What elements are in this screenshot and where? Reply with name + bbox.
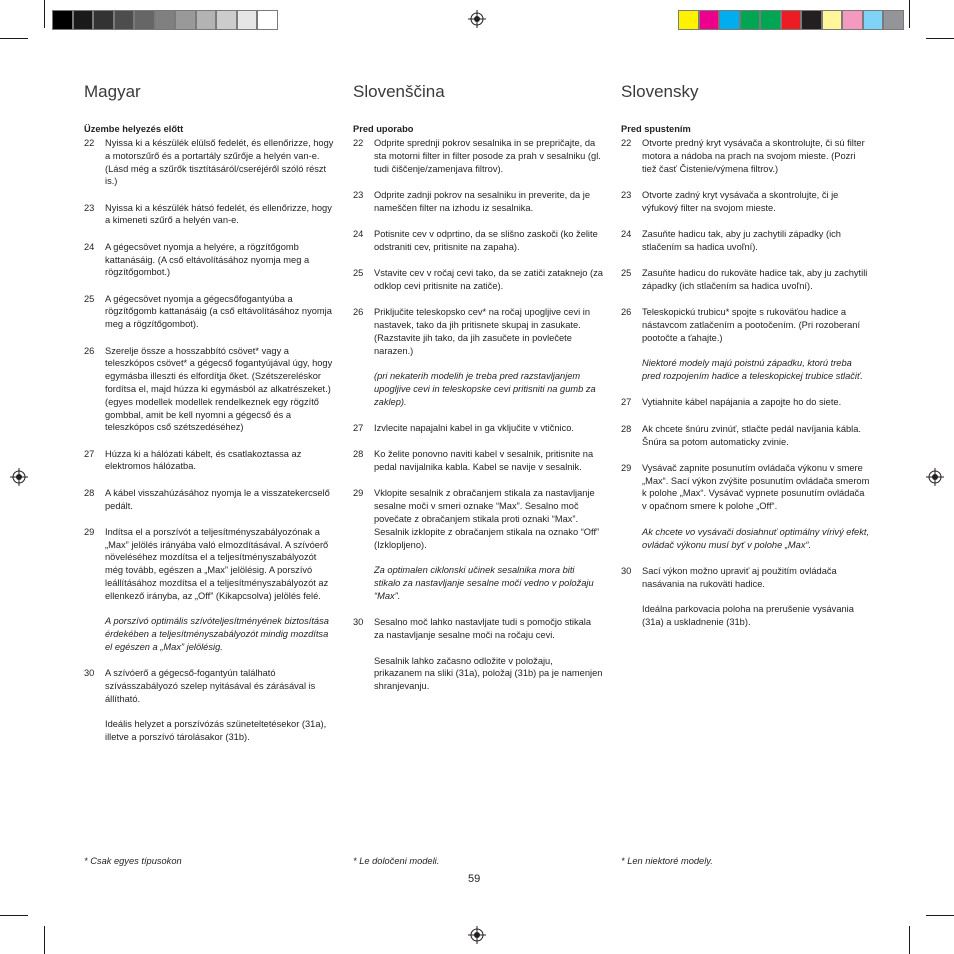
- step-number: 27: [621, 397, 632, 408]
- instruction-item: [353, 487, 603, 602]
- color-swatch: [93, 10, 114, 30]
- color-swatch: [237, 10, 258, 30]
- instruction-item: [84, 448, 334, 474]
- footnote: * Csak egyes típusokon: [84, 856, 182, 866]
- color-swatch: [842, 10, 863, 30]
- color-swatch: [781, 10, 802, 30]
- step-text: Zasuňte hadicu do rukoväte hadice tak, aby ju zachytili západky (ich stlačením sa hadica uvoľní).: [642, 268, 868, 291]
- color-swatch: [175, 10, 196, 30]
- step-text: Ak chcete šnúru zvinúť, stlačte pedál navíjania kábla. Šnúra sa potom automaticky zvinie.: [642, 423, 861, 447]
- instruction-item: [353, 422, 603, 435]
- step-text: Szerelje össze a hosszabbító csövet* vagy a teleszkópos csövet* a gégecső fogantyújával úgy, hogy egymásba illeszti és elfordítja őket. (Szétszereléskor fordítsa el, majd húzza ki egymásból az alkatrészeket.) (egyes modellek modellek rendelkeznek egy rögzítő gombbal, amit be kell nyomni a gégecső és a teleszkópos cső szétszedéséhez): [105, 345, 333, 433]
- crop-mark: [44, 926, 45, 954]
- step-number: 26: [353, 307, 364, 318]
- instruction-item: [84, 526, 334, 654]
- note-text: (pri nekaterih modelih je treba pred razstavljanjem upogljive cevi in teleskopske cevi pritisniti na gumb za zaklep).: [374, 371, 596, 407]
- instruction-item: [621, 137, 871, 175]
- step-number: 30: [353, 617, 364, 628]
- step-text: A kábel visszahúzásához nyomja le a visszatekercselő pedált.: [105, 487, 330, 511]
- step-number: 25: [84, 293, 95, 304]
- step-text: Húzza ki a hálózati kábelt, és csatlakoztassa az elektromos hálózatba.: [105, 448, 302, 472]
- language-heading: Slovensky: [621, 82, 699, 101]
- step-text: Sesalnik lahko začasno odložite v položaju, prikazanem na sliki (31a), položaj (31b) pa je namenjen shranjevanju.: [374, 655, 603, 692]
- instruction-item: [84, 202, 334, 228]
- instruction-list: [353, 137, 603, 706]
- registration-mark-icon: [10, 468, 28, 486]
- step-number: 25: [353, 268, 364, 279]
- note-text: Ak chcete vo vysávači dosiahnuť optimálny vírivý efekt, ovládač výkonu musí byť v polohe „Max“.: [642, 526, 870, 550]
- language-heading: Magyar: [84, 82, 141, 101]
- step-number: 24: [621, 228, 632, 239]
- color-swatch: [257, 10, 278, 30]
- step-text: Priključite teleskopsko cev* na ročaj upogljive cevi in nastavek, tako da jih pritisnete skupaj in zasukate. (Razstavite jih tako, da jih zasučete in povlečete narazen.): [374, 307, 590, 356]
- step-text: Odprite zadnji pokrov na sesalniku in preverite, da je nameščen filter na izhodu iz sesalnika.: [374, 189, 591, 213]
- step-number: 22: [353, 138, 364, 148]
- step-number: 27: [84, 448, 95, 459]
- step-number: 26: [84, 345, 95, 356]
- step-number: 28: [621, 423, 632, 434]
- crop-mark: [0, 38, 28, 39]
- color-swatch: [740, 10, 761, 30]
- instruction-item: [84, 137, 334, 188]
- step-number: 30: [84, 668, 95, 679]
- instruction-item: [84, 345, 334, 435]
- step-text: Otvorte zadný kryt vysávača a skontrolujte, či je výfukový filter na svojom mieste.: [642, 189, 839, 213]
- step-text: Ideálna parkovacia poloha na prerušenie vysávania (31a) a uskladnenie (31b).: [642, 604, 854, 628]
- crop-mark: [44, 0, 45, 28]
- color-swatch: [52, 10, 73, 30]
- step-number: 23: [621, 189, 632, 200]
- instruction-item: [353, 267, 603, 293]
- instruction-list: [84, 137, 334, 758]
- crop-mark: [926, 915, 954, 916]
- instruction-item: [353, 137, 603, 175]
- color-swatch: [699, 10, 720, 30]
- step-number: 22: [84, 138, 95, 148]
- color-swatch: [73, 10, 94, 30]
- instruction-item: [621, 423, 871, 449]
- step-number: 29: [621, 462, 632, 473]
- instruction-item: [353, 306, 603, 408]
- instruction-item: [621, 306, 871, 383]
- color-swatch: [155, 10, 176, 30]
- instruction-item: [621, 462, 871, 552]
- step-text: Potisnite cev v odprtino, da se slišno zaskoči (ko želite odstraniti cev, pritisnite na zapaha).: [374, 228, 598, 252]
- step-number: 23: [84, 202, 95, 213]
- step-number: 23: [353, 189, 364, 200]
- step-text: Vstavite cev v ročaj cevi tako, da se zatiči zataknejo (za odklop cevi pritisnite na zatiče).: [374, 268, 603, 291]
- instruction-item: [621, 565, 871, 629]
- section-title: Üzembe helyezés előtt: [84, 124, 184, 134]
- crop-mark: [909, 0, 910, 28]
- step-text: Zasuňte hadicu tak, aby ju zachytili západky (ich stlačením sa hadica uvoľní).: [642, 228, 841, 252]
- instruction-item: [353, 616, 603, 693]
- crop-mark: [0, 915, 28, 916]
- step-number: 24: [84, 241, 95, 252]
- footnote: * Le določeni modeli.: [353, 856, 440, 866]
- step-text: Vytiahnite kábel napájania a zapojte ho do siete.: [642, 397, 842, 408]
- instruction-item: [84, 293, 334, 331]
- step-number: 28: [353, 449, 364, 460]
- step-text: Vysávač zapnite posunutím ovládača výkonu v smere „Max“. Sací výkon zvýšite posunutím ovládača smerom k polohe „Max“. Vysávač vypnete posunutím ovládača v opačnom smere k polohe „Off“.: [642, 462, 870, 512]
- instruction-item: [621, 228, 871, 254]
- step-number: 25: [621, 268, 632, 279]
- color-swatch: [216, 10, 237, 30]
- step-text: Ko želite ponovno naviti kabel v sesalnik, pritisnite na pedal navijalnika kabla. Kabel se navije v sesalnik.: [374, 449, 594, 473]
- crop-mark: [909, 926, 910, 954]
- registration-mark-icon: [926, 468, 944, 486]
- step-text: Teleskopickú trubicu* spojte s rukoväťou hadice a nástavcom zatlačením a pootočením. (Pri rozoberaní pootočte a ťahajte.): [642, 307, 861, 343]
- crop-mark: [926, 38, 954, 39]
- color-swatch: [196, 10, 217, 30]
- instruction-item: [353, 228, 603, 254]
- instruction-item: [84, 487, 334, 513]
- step-text: A szívóerő a gégecső-fogantyún található szívásszabályozó szelep nyitásával és zárásával is állítható.: [105, 668, 316, 704]
- color-swatch: [760, 10, 781, 30]
- registration-mark-icon: [468, 10, 486, 28]
- step-text: A gégecsövet nyomja a gégecsőfogantyúba a rögzítőgomb kattanásáig (a cső eltávolításához nyomja meg a rögzítőgombot).: [105, 293, 332, 330]
- color-swatch: [134, 10, 155, 30]
- note-text: Za optimalen ciklonski učinek sesalnika mora biti stikalo za nastavljanje sesalne moči vedno v položaju “Max”.: [374, 565, 594, 601]
- step-number: 28: [84, 487, 95, 498]
- color-swatch: [114, 10, 135, 30]
- instruction-item: [84, 241, 334, 279]
- step-number: 29: [84, 526, 95, 537]
- step-number: 27: [353, 423, 364, 434]
- note-text: Niektoré modely majú poistnú západku, ktorú treba pred rozpojením hadice a teleskopickej trubice stlačiť.: [642, 358, 863, 382]
- page-number: 59: [468, 873, 481, 885]
- step-text: Izvlecite napajalni kabel in ga vključite v vtičnico.: [374, 423, 574, 434]
- section-title: Pred spustením: [621, 124, 691, 134]
- note-text: A porszívó optimális szívóteljesítményének biztosítása érdekében a teljesítményszabályozót mindig mozdítsa el egészen a „Max” jelölésig.: [105, 616, 329, 652]
- step-number: 30: [621, 565, 632, 576]
- section-title: Pred uporabo: [353, 124, 414, 134]
- step-text: A gégecsövet nyomja a helyére, a rögzítőgomb kattanásáig. (A cső eltávolításához nyomja meg a rögzítőgombot.): [105, 241, 310, 278]
- language-heading: Slovenščina: [353, 82, 445, 101]
- step-text: Nyissa ki a készülék elülső fedelét, és ellenőrizze, hogy a motorszűrő és a portartály szűrője a helyén van-e. (Lásd még a szűrők tisztításáról/cseréjéről szóló részt is.): [105, 138, 334, 187]
- instruction-item: [353, 189, 603, 215]
- color-swatch: [719, 10, 740, 30]
- instruction-item: [84, 667, 334, 744]
- step-text: Ideális helyzet a porszívózás szüneteltetésekor (31a), illetve a porszívó tárolásakor (31b).: [105, 719, 327, 743]
- step-text: Indítsa el a porszívót a teljesítményszabályozónak a „Max” jelölés irányába való elmozdításával. A szívóerő növeléséhez mozdítsa el a teljesítményszabályozót még tovább, egészen a „Max” jelölésig. A porszívó leállításához mozdítsa el a teljesítményszabályozót az ellenkező irányba, az „Off” (Kikapcsolva) jelölés felé.: [105, 526, 329, 601]
- step-number: 26: [621, 307, 632, 318]
- step-text: Sesalno moč lahko nastavljate tudi s pomočjo stikala za nastavljanje sesalne moči na ročaju cevi.: [374, 617, 592, 640]
- step-text: Nyissa ki a készülék hátsó fedelét, és ellenőrizze, hogy a kimeneti szűrő a helyén van-e.: [105, 202, 332, 226]
- registration-mark-icon: [468, 926, 486, 944]
- footnote: * Len niektoré modely.: [621, 856, 713, 866]
- step-number: 24: [353, 228, 364, 239]
- instruction-item: [621, 189, 871, 215]
- instruction-item: [353, 448, 603, 474]
- instruction-list: [621, 137, 871, 642]
- step-text: Sací výkon možno upraviť aj použitím ovládača nasávania na rukoväti hadice.: [642, 565, 837, 589]
- step-text: Otvorte predný kryt vysávača a skontrolujte, či sú filter motora a nádoba na prach na svojom mieste. (Pozri tiež časť Čistenie/výmena filtrov.): [642, 138, 865, 174]
- color-swatch: [822, 10, 843, 30]
- color-swatch: [883, 10, 904, 30]
- color-swatch: [678, 10, 699, 30]
- color-swatch: [801, 10, 822, 30]
- instruction-item: [621, 267, 871, 293]
- step-text: Vklopite sesalnik z obračanjem stikala za nastavljanje sesalne moči v smeri oznake “Max”. Sesalno moč povečate z obračanjem stikala proti oznaki “Max”. Sesalnik izklopite z obračanjem stikala na oznako “Off” (Izklopljeno).: [374, 488, 600, 550]
- step-number: 29: [353, 488, 364, 499]
- color-swatch: [863, 10, 884, 30]
- step-number: 22: [621, 138, 632, 148]
- instruction-item: [621, 396, 871, 409]
- step-text: Odprite sprednji pokrov sesalnika in se prepričajte, da sta motorni filter in filter posode za prah v sesalniku (gl. tudi čiščenje/zamenjava filtrov).: [374, 138, 601, 174]
